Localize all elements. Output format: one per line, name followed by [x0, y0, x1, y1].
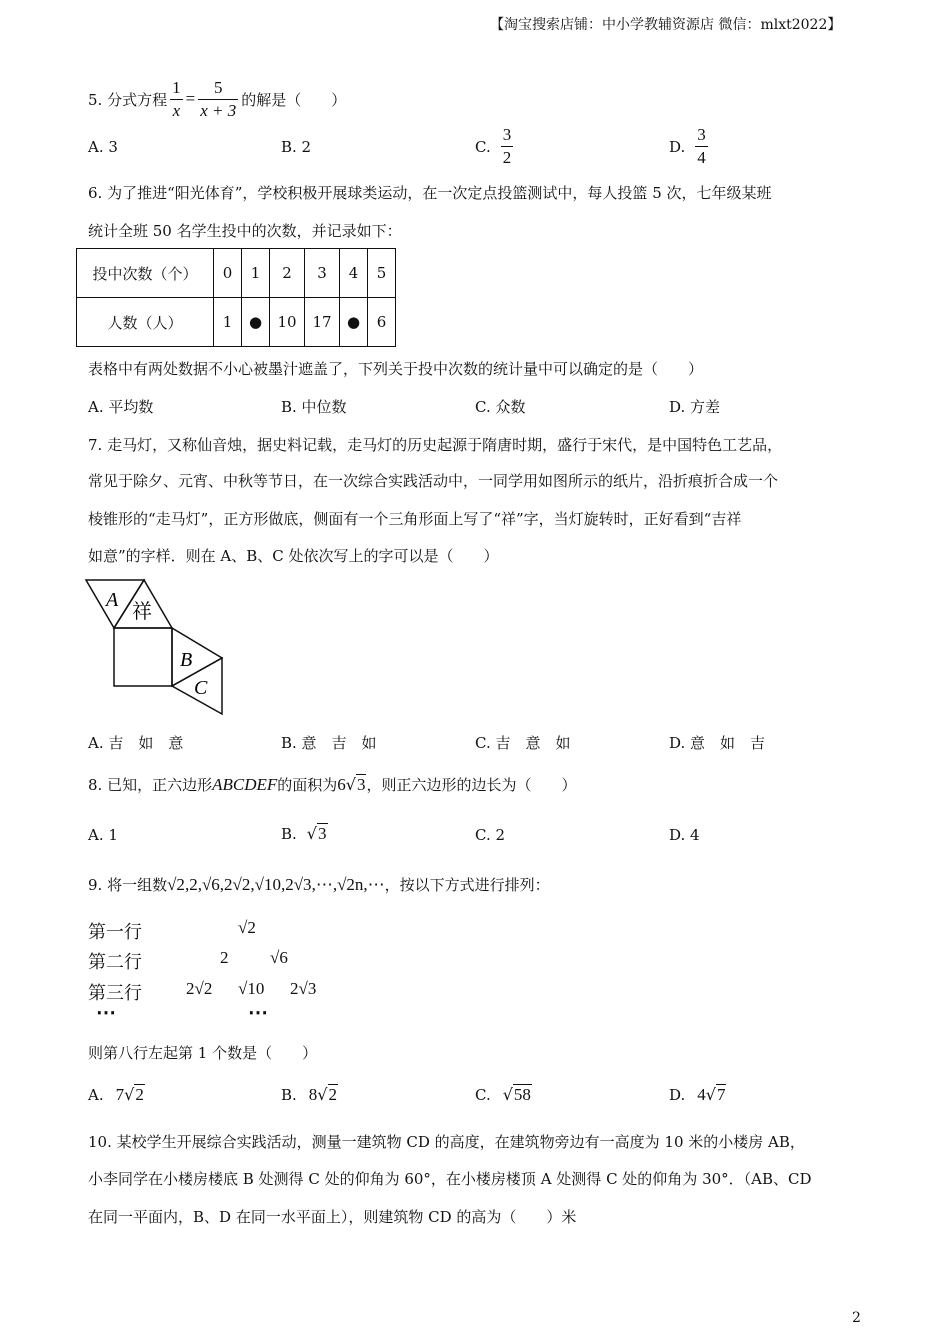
q8-option-b-sqrt: √3 — [306, 824, 327, 843]
q8-hexagon-name: ABCDEF — [212, 775, 278, 794]
q9-sequence — [167, 875, 385, 895]
q10-line1: 10. 某校学生开展综合实践活动，测量一建筑物 CD 的高度，在建筑物旁边有一高度为 10 米的小楼房 AB， — [88, 1133, 805, 1151]
q6-table-cell: 2 — [270, 249, 305, 298]
q7-line1: 7. 走马灯，又称仙音烛，据史料记载，走马灯的历史起源于隋唐时期，盛行于宋代，是中国特色工艺品， — [88, 436, 783, 454]
q6-table-cell: 6 — [368, 298, 396, 347]
q10-line2: 小李同学在小楼房楼底 B 处测得 C 处的仰角为 60°，在小楼房楼顶 A 处测得 C 处的仰角为 30°．（AB、CD — [88, 1170, 812, 1188]
q8-option-b-radicand: 3 — [318, 824, 327, 843]
q9-row-1-item: √2 — [238, 918, 256, 937]
q6-line3: 表格中有两处数据不小心被墨汁遮盖了，下列关于投中次数的统计量中可以确定的是（ ） — [88, 360, 704, 378]
q8-area-coef: 6 — [337, 775, 346, 794]
q5-option-d-den: 4 — [697, 148, 706, 167]
q8-option-d[interactable]: D. 4 — [669, 826, 700, 844]
q9-sequence-comma: , — [280, 875, 286, 894]
q5-option-c[interactable] — [475, 124, 516, 169]
page-number: 2 — [852, 1310, 861, 1326]
q5-option-d[interactable] — [669, 124, 711, 169]
q9-sequence-comma: , — [197, 875, 202, 894]
q8-option-a[interactable]: A. 1 — [88, 826, 118, 844]
q5-lhs-fraction — [170, 77, 183, 122]
q5-suffix: 的解是（ ） — [241, 90, 347, 109]
q9-sequence-comma: , — [363, 875, 368, 894]
q9-option-a[interactable] — [88, 1085, 145, 1105]
q6-line2: 统计全班 50 名学生投中的次数，并记录如下： — [88, 222, 402, 240]
q9-row-1-label: 第一行 — [88, 922, 142, 943]
q5-option-c-den: 2 — [502, 148, 512, 167]
q9-option-d-sqrt: √7 — [705, 1085, 726, 1104]
q6-table-header-shots: 投中次数（个） — [77, 249, 214, 298]
q8-option-b[interactable] — [281, 824, 328, 844]
q9-option-d[interactable] — [669, 1085, 726, 1105]
q9-option-d-label: D. — [669, 1086, 686, 1104]
q5-option-a[interactable]: A. 3 — [88, 138, 118, 156]
q9-ellipsis-right: ⋯ — [248, 1000, 268, 1024]
page-header: 【淘宝搜索店铺：中小学教辅资源店 微信：mlxt2022】 — [490, 17, 842, 33]
q9-sequence-item: ⋯ — [367, 875, 385, 894]
q6-table-row-shots — [77, 249, 396, 298]
q6-table — [76, 248, 396, 347]
q9-sequence-comma: , — [250, 875, 255, 894]
q6-option-b[interactable]: B. 中位数 — [281, 398, 347, 416]
q9-option-b-label: B. — [281, 1086, 297, 1104]
q7-option-a[interactable]: A. 吉 如 意 — [88, 734, 184, 752]
q9-option-c-label: C. — [475, 1086, 491, 1104]
q7-option-d[interactable]: D. 意 如 吉 — [669, 734, 766, 752]
q9-sequence-item: ⋯ — [315, 875, 333, 894]
q5-prefix: 5. 分式方程 — [88, 90, 168, 109]
q9-row-2-item: √6 — [270, 948, 288, 967]
q6-table-cell: 1 — [242, 249, 270, 298]
q9-option-d-coef: 4 — [697, 1085, 706, 1104]
q9-sequence-item: 2 — [189, 875, 198, 894]
q9-sequence-item: 2√3 — [285, 875, 312, 894]
q9-option-b-sqrt: √2 — [317, 1085, 337, 1104]
q8-option-c[interactable]: C. 2 — [475, 826, 506, 844]
q9-sequence-item: √6 — [201, 875, 220, 894]
q7-option-c[interactable]: C. 吉 意 如 — [475, 734, 571, 752]
q7-line3: 棱锥形的“走马灯”，正方形做底，侧面有一个三角形面上写了“祥”字，当灯旋转时，正好看到“吉祥 — [88, 510, 742, 528]
q9-row-2-item: 2 — [220, 948, 229, 967]
q9-option-c-sqrt: √58 — [502, 1085, 531, 1104]
q8-mid: 的面积为 — [277, 776, 338, 794]
q7-option-b[interactable]: B. 意 吉 如 — [281, 734, 377, 752]
q8-prefix: 8. 已知，正六边形 — [88, 776, 213, 794]
q5-option-d-num: 3 — [695, 124, 708, 147]
q5-equals: = — [185, 89, 196, 108]
q7-label-xiang: 祥 — [132, 599, 152, 623]
q6-table-cell-covered: ● — [340, 298, 368, 347]
q9-row-3-item: 2√2 — [186, 979, 213, 998]
q9-row-3-item: 2√3 — [290, 979, 317, 998]
q9-row-2-label: 第二行 — [88, 952, 142, 973]
q9-row-3-item: √10 — [238, 979, 265, 998]
q8-area-sqrt: √3 — [345, 775, 366, 794]
q5-rhs-fraction — [198, 77, 238, 122]
q9-suffix: ，按以下方式进行排列： — [384, 876, 550, 894]
q9-option-b-coef: 8 — [308, 1085, 318, 1104]
q5-option-d-label: D. — [669, 137, 686, 156]
q9-sequence-item: √2 — [167, 875, 185, 894]
q6-table-cell: 4 — [340, 249, 368, 298]
q9-option-c-radicand: 58 — [513, 1085, 531, 1104]
q9-sequence-comma: , — [332, 875, 338, 894]
q9-option-a-coef: 7 — [115, 1085, 125, 1104]
q5-option-c-fraction — [501, 124, 514, 169]
q7-line4: 如意”的字样．则在 A、B、C 处依次写上的字可以是（ ） — [88, 547, 499, 565]
q7-net-square-base — [114, 628, 172, 686]
q9-option-a-sqrt: √2 — [124, 1085, 144, 1104]
q7-line2: 常见于除夕、元宵、中秋等节日，在一次综合实践活动中，一同学用如图所示的纸片，沿折痕折合成一个 — [88, 472, 779, 490]
q8-stem — [88, 774, 576, 795]
q6-line1: 6. 为了推进“阳光体育”，学校积极开展球类运动，在一次定点投篮测试中，每人投篮 5 次，七年级某班 — [88, 184, 772, 202]
q6-table-row-people — [77, 298, 396, 347]
q9-sequence-comma: , — [219, 875, 225, 894]
q9-sequence-item: √2n — [337, 875, 364, 894]
q9-option-c[interactable] — [475, 1085, 532, 1105]
q9-option-a-radicand: 2 — [135, 1085, 144, 1104]
q5-option-b[interactable]: B. 2 — [281, 138, 312, 156]
q6-table-cell: 3 — [305, 249, 340, 298]
q8-area-radicand: 3 — [356, 775, 366, 794]
q9-option-a-label: A. — [88, 1086, 104, 1104]
q5-stem — [88, 72, 346, 126]
q9-stem — [88, 874, 550, 895]
q5-lhs-num: 1 — [170, 77, 183, 100]
q9-option-b-radicand: 2 — [328, 1085, 337, 1104]
q6-option-a[interactable]: A. 平均数 — [88, 398, 154, 416]
q6-table-cell-covered: ● — [242, 298, 270, 347]
q6-table-header-people: 人数（人） — [77, 298, 214, 347]
q9-option-b[interactable] — [281, 1085, 338, 1105]
q9-ellipsis-left: ⋯ — [96, 1000, 116, 1024]
q6-option-d[interactable]: D. 方差 — [669, 398, 721, 416]
q9-sequence-item: √10 — [254, 875, 281, 894]
q9-row-3-label: 第三行 — [88, 983, 142, 1004]
q5-lhs-den: x — [172, 100, 181, 120]
q9-question: 则第八行左起第 1 个数是（ ） — [88, 1044, 318, 1062]
q5-rhs-den: x + 3 — [200, 100, 237, 120]
q5-option-c-num: 3 — [501, 124, 514, 147]
q9-sequence-comma: , — [311, 875, 316, 894]
q8-option-b-label: B. — [281, 825, 297, 843]
q5-option-d-fraction — [695, 124, 708, 169]
q9-sequence-comma: , — [184, 875, 190, 894]
q9-sequence-item: 2√2 — [224, 875, 251, 894]
q7-label-b: B — [180, 649, 193, 671]
q7-label-c: C — [194, 677, 208, 699]
q9-prefix: 9. 将一组数 — [88, 876, 168, 894]
q6-table-cell: 0 — [214, 249, 242, 298]
q5-rhs-num: 5 — [198, 77, 238, 100]
q9-option-d-radicand: 7 — [716, 1085, 726, 1104]
q7-label-a: A — [106, 589, 119, 611]
q10-line3: 在同一平面内，B、D 在同一水平面上），则建筑物 CD 的高为（ ）米 — [88, 1208, 577, 1226]
q6-table-cell: 1 — [214, 298, 242, 347]
q6-table-cell: 5 — [368, 249, 396, 298]
q8-suffix: ，则正六边形的边长为（ ） — [366, 776, 577, 794]
q6-table-cell: 17 — [305, 298, 340, 347]
q6-option-c[interactable]: C. 众数 — [475, 398, 526, 416]
q7-net-figure — [84, 578, 229, 718]
q5-option-c-label: C. — [475, 137, 491, 156]
q6-table-cell: 10 — [270, 298, 305, 347]
